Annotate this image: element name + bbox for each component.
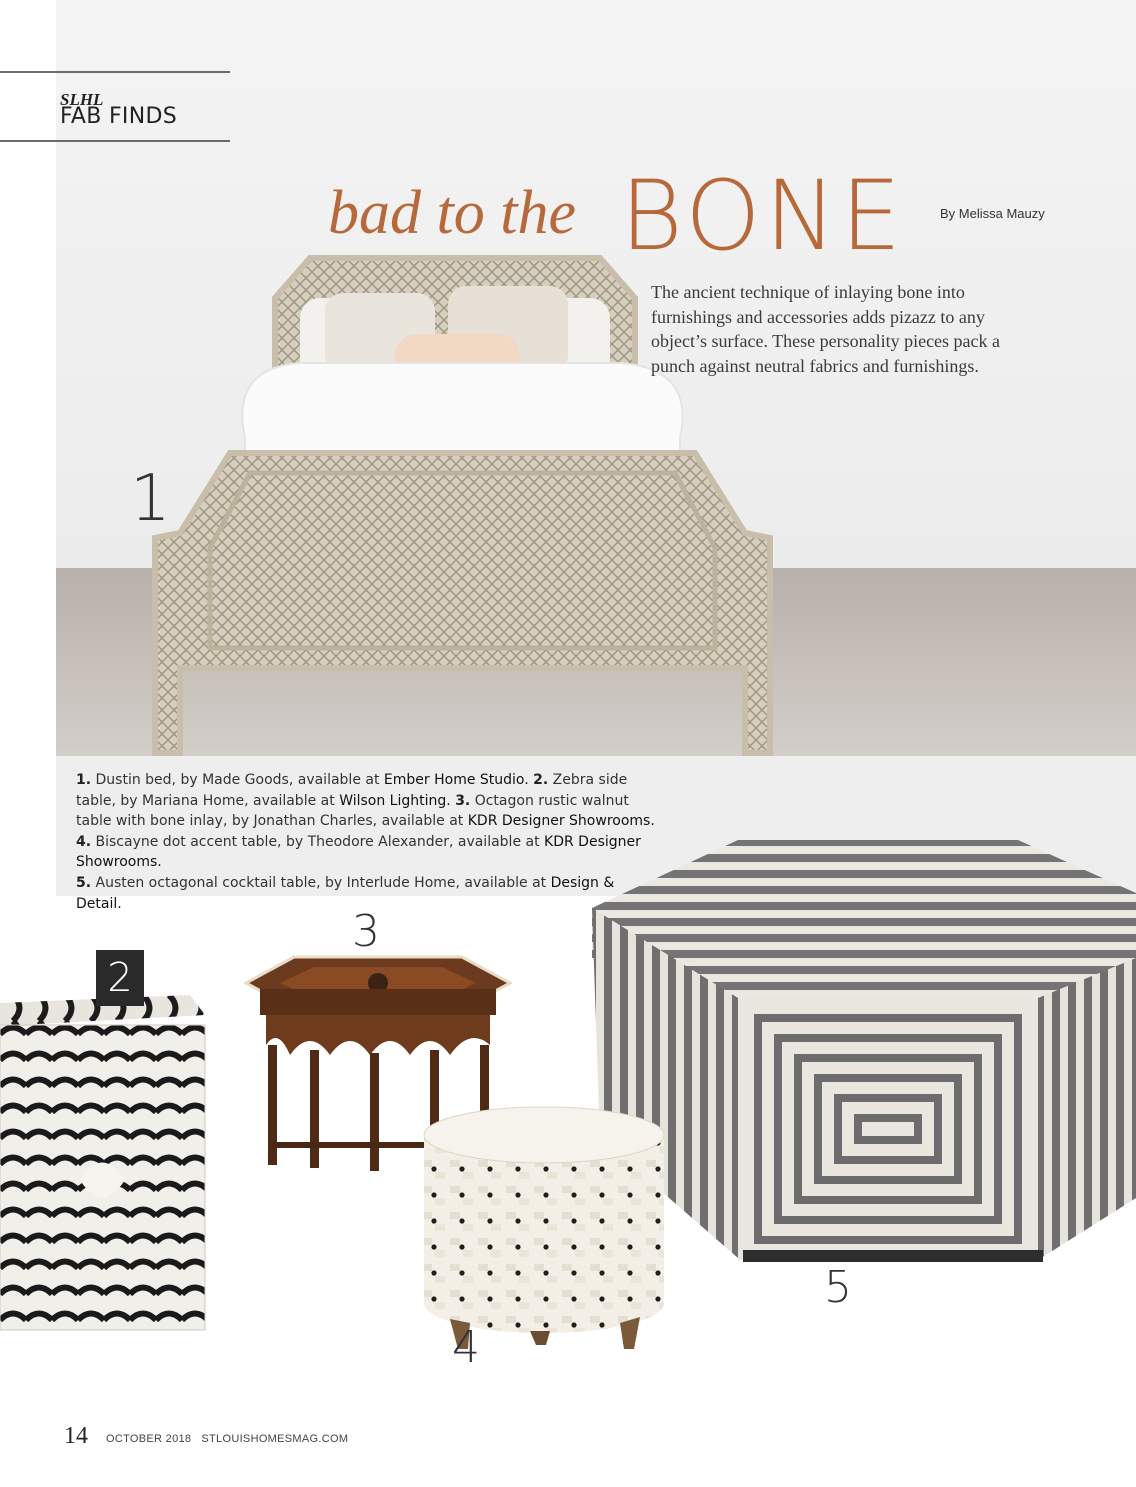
item-number-4: 4 — [452, 1322, 480, 1373]
credit-1-num: 1. — [76, 772, 92, 788]
credit-5-num: 5. — [76, 874, 92, 891]
dot-accent-table-image — [420, 1105, 668, 1351]
section-rule-bottom — [0, 140, 230, 142]
footer-site[interactable]: STLOUISHOMESMAG.COM — [201, 1433, 349, 1445]
footer-issue: OCTOBER 2018 — [106, 1433, 192, 1445]
credit-2-num: 2. — [533, 772, 549, 788]
credit-1-desc: Dustin bed, by Made Goods, available at — [95, 772, 380, 788]
credit-3-num: 3. — [455, 792, 471, 809]
headline-script: bad to the — [328, 179, 576, 247]
product-credits — [76, 770, 656, 914]
section-rule-top — [0, 71, 230, 73]
item-number-5: 5 — [824, 1262, 852, 1313]
credit-5-store: Design & Detail. — [76, 874, 615, 912]
credit-3-desc: Octagon rustic walnut table with bone inlay, by Jonathan Charles, available at — [76, 792, 629, 830]
octagonal-cocktail-table-image — [588, 838, 1136, 1262]
credit-1-store: Ember Home Studio. — [383, 772, 529, 788]
credit-2-store: Wilson Lighting. — [339, 792, 451, 809]
credit-5-desc: Austen octagonal cocktail table, by Interlude Home, available at — [95, 874, 547, 891]
item-number-2: 2 — [96, 950, 144, 1006]
footer-meta — [106, 1433, 348, 1445]
credit-4-num: 4. — [76, 833, 92, 850]
zebra-side-table-image — [0, 995, 210, 1335]
credit-3-store: KDR Designer Showrooms. — [467, 813, 655, 830]
intro-paragraph: The ancient technique of inlaying bone into furnishings and accessories adds pizazz to any object’s surface. These personality pieces pack a punch against neutral fabrics and furnishings. — [651, 282, 1001, 376]
section-label-small: SLHL — [60, 90, 104, 109]
page-number: 14 — [64, 1423, 88, 1449]
headline-caps: BONE — [620, 160, 906, 272]
credit-2-desc: Zebra side table, by Mariana Home, available at — [76, 772, 628, 809]
credit-4-store: KDR Designer Showrooms. — [76, 833, 641, 871]
item-number-3: 3 — [352, 906, 380, 957]
item-number-1: 1 — [130, 462, 171, 536]
byline: By Melissa Mauzy — [940, 206, 1045, 221]
credit-4-desc: Biscayne dot accent table, by Theodore Alexander, available at — [95, 833, 540, 850]
section-label: FAB FINDS — [60, 104, 177, 129]
